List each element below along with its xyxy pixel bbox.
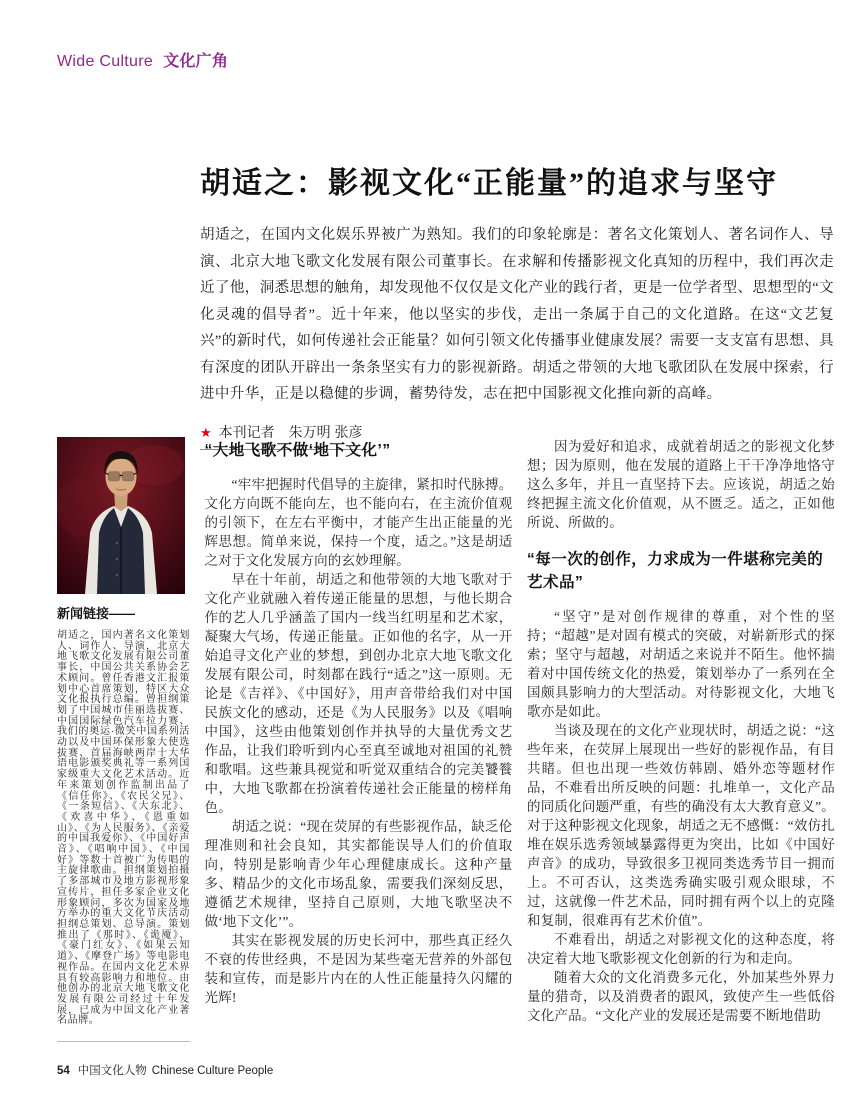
bio-text: 胡适之，国内著名文化策划人、词作人、导演，北京大地飞歌文化发展有限公司董事长，中国公共关系协会艺术顾问。曾任香港文汇报策划中心首席策划，特区大众文化报执行总编。曾担纲策划了中国城市佳丽选拔赛、中国国际绿色汽车拉力赛、我们的奥运·微笑中国系列活动以及中国环保形象大使选拔赛、首届海峡两岸十大华语电影颁奖典礼等一系列国家级重大文化艺术活动。近年来策划创作监制出品了《信任你》、《农民父兄》、《一条短信》、《大东北》、《欢喜中华》、《恩重如山》、《为人民服务》、《亲爱的中国我爱你》、《中国好声音》、《唱响中国》、《中国好》等数十首被广为传唱的主旋律歌曲。担纲策划拍摄了多部城市及地方影视形象宣传片，担任多家企业文化形象顾问，多次为国家及地方举办的重大文化节庆活动担纲总策划、总导演。策划推出了《那时》、《诡魇》、《豪门红女》、《如果云知道》、《摩登广场》等电影电视作品。在国内文化艺术界具有较高影响力和地位。由他创办的北京大地飞歌文化发展有限公司经过十年发展，已成为中国文化产业著名品牌。 <box>57 630 190 1027</box>
article-intro: 胡适之，在国内文化娱乐界被广为熟知。我们的印象轮廓是：著名文化策划人、著名词作人、导演、北京大地飞歌文化发展有限公司董事长。在求解和传播影视文化真知的历程中，我们再次走近了他，洞悉思想的触角，却发现他不仅仅是文化产业的践行者，更是一位学者型、思想型的“文化灵魂的倡导者”。近十年来，他以坚实的步伐，走出一条属于自己的文化道路。在这“文艺复兴”的新时代，如何传递社会正能量？如何引领文化传播事业健康发展？需要一支支富有思想、具有深度的团队开辟出一条条坚实有力的影视新路。胡适之带领的大地飞歌团队在发展中探索，行进中升华，正是以稳健的步调，蓄势待发，志在把中国影视文化推向新的高峰。 <box>200 227 834 402</box>
page-footer <box>57 1062 273 1078</box>
journal-name-zh: 中国文化人物 <box>77 1065 147 1077</box>
byline-names: 朱万明 张彦 <box>288 423 363 440</box>
page-number: 54 <box>57 1065 70 1077</box>
paragraph: 因为爱好和追求，成就着胡适之的影视文化梦想；因为原则，他在发展的道路上干干净净地恪守这么多年，并且一直坚持下去。应该说，胡适之始终把握主流文化价值观，从不匮乏。适之，正如他所说、所做的。 <box>527 439 835 530</box>
section-heading-2: “每一次的创作，力求成为一件堪称完美的艺术品” <box>527 551 824 591</box>
news-link-label: 新闻链接—— <box>57 606 136 621</box>
star-icon: ★ <box>200 424 212 440</box>
section-title-zh: 文化广角 <box>163 53 229 70</box>
byline-label: 本刊记者 <box>218 423 275 440</box>
section-title-en: Wide Culture <box>57 53 154 70</box>
sidebar-divider <box>57 1041 190 1042</box>
article-title: 胡适之：影视文化“正能量”的追求与坚守 <box>200 167 778 200</box>
paragraph: 不难看出，胡适之对影视文化的这种态度，将决定着大地飞歌影视文化创新的行为和走向。 <box>527 932 835 966</box>
paragraph: 随着大众的文化消费多元化，外加某些外界力量的猎奇，以及消费者的跟风，致使产生一些低俗文化产品。“文化产业的发展还是需要不断地借助 <box>527 970 835 1023</box>
sidebar <box>57 437 190 1042</box>
column-right <box>527 437 835 1042</box>
paragraph: “坚守”是对创作规律的尊重，对个性的坚持；“超越”是对固有模式的突破，对崭新形式的探索；坚守与超越，对胡适之来说并不陌生。他怀揣着对中国传统文化的热爱，策划举办了一系列在全国颇具影响力的大型活动。对待影视文化，大地飞歌亦是如此。 <box>527 609 835 719</box>
paragraph: 其实在影视发展的历史长河中，那些真正经久不衰的传世经典，不是因为某些毫无营养的外部包装和宣传，而是影片内在的人性正能量持久闪耀的光辉! <box>204 933 513 1005</box>
paragraph: 早在十年前，胡适之和他带领的大地飞歌对于文化产业就融入着传递正能量的思想，与他长期合作的艺人几乎涵盖了国内一线当红明星和艺术家，凝聚大气场，传递正能量。正如他的名字，从一开始追寻文化产业的梦想，到创办北京大地飞歌文化发展有限公司，时刻都在践行“适之”这一原则。无论是《吉祥》、《中国好》，用声音带给我们对中国民族文化的感动，还是《为人民服务》以及《唱响中国》，这些由他策划创作并执导的大量优秀文艺作品，让我们聆听到内心至真至诚地对祖国的礼赞和歌唱。这些兼具视觉和听觉双重结合的完美饕餮中，大地飞歌都在扮演着传递社会正能量的榜样角色。 <box>204 572 513 815</box>
article-columns <box>57 437 835 1042</box>
paragraph: “牢牢把握时代倡导的主旋律，紧扣时代脉搏。文化方向既不能向左，也不能向右，在主流价值观的引领下，在左右平衡中，才能产生出正能量的光辉思想。简单来说，保持一个度，适之。”这是胡适之对于文化发展方向的玄妙理解。 <box>204 477 513 568</box>
journal-name-en: Chinese Culture People <box>151 1065 274 1077</box>
paragraph: 胡适之说：“现在荧屏的有些影视作品，缺乏伦理准则和社会良知，其实都能误导人们的价值取向，特别是影响青少年心理健康成长。这种产量多、精品少的文化市场乱象，需要我们深刻反思，遵循艺术规律，坚持自己原则，大地飞歌坚决不做‘地下文化’”。 <box>204 819 513 929</box>
section-header <box>57 48 228 71</box>
portrait-photo <box>57 437 185 594</box>
paragraph: 当谈及现在的文化产业现状时，胡适之说：“这些年来，在荧屏上展现出一些好的影视作品，有目共睹。但也出现一些效仿韩剧、婚外恋等题材作品，不难看出所反映的问题：扎堆单一，文化产品的同质化问题严重，有些的确没有太大教育意义”。对于这种影视文化现象，胡适之无不感慨：“效仿扎堆在娱乐选秀领域暴露得更为突出，比如《中国好声音》的成功，导致很多卫视同类选秀节目一拥而上。不可否认，这类选秀确实吸引观众眼球，不过，这就像一件艺术品，同时拥有两个以上的克隆和复制，很难再有艺术价值”。 <box>527 723 835 928</box>
article-head <box>200 166 834 450</box>
column-middle <box>205 437 513 1042</box>
section-heading-1: “大地飞歌不做‘地下文化’” <box>204 442 391 459</box>
